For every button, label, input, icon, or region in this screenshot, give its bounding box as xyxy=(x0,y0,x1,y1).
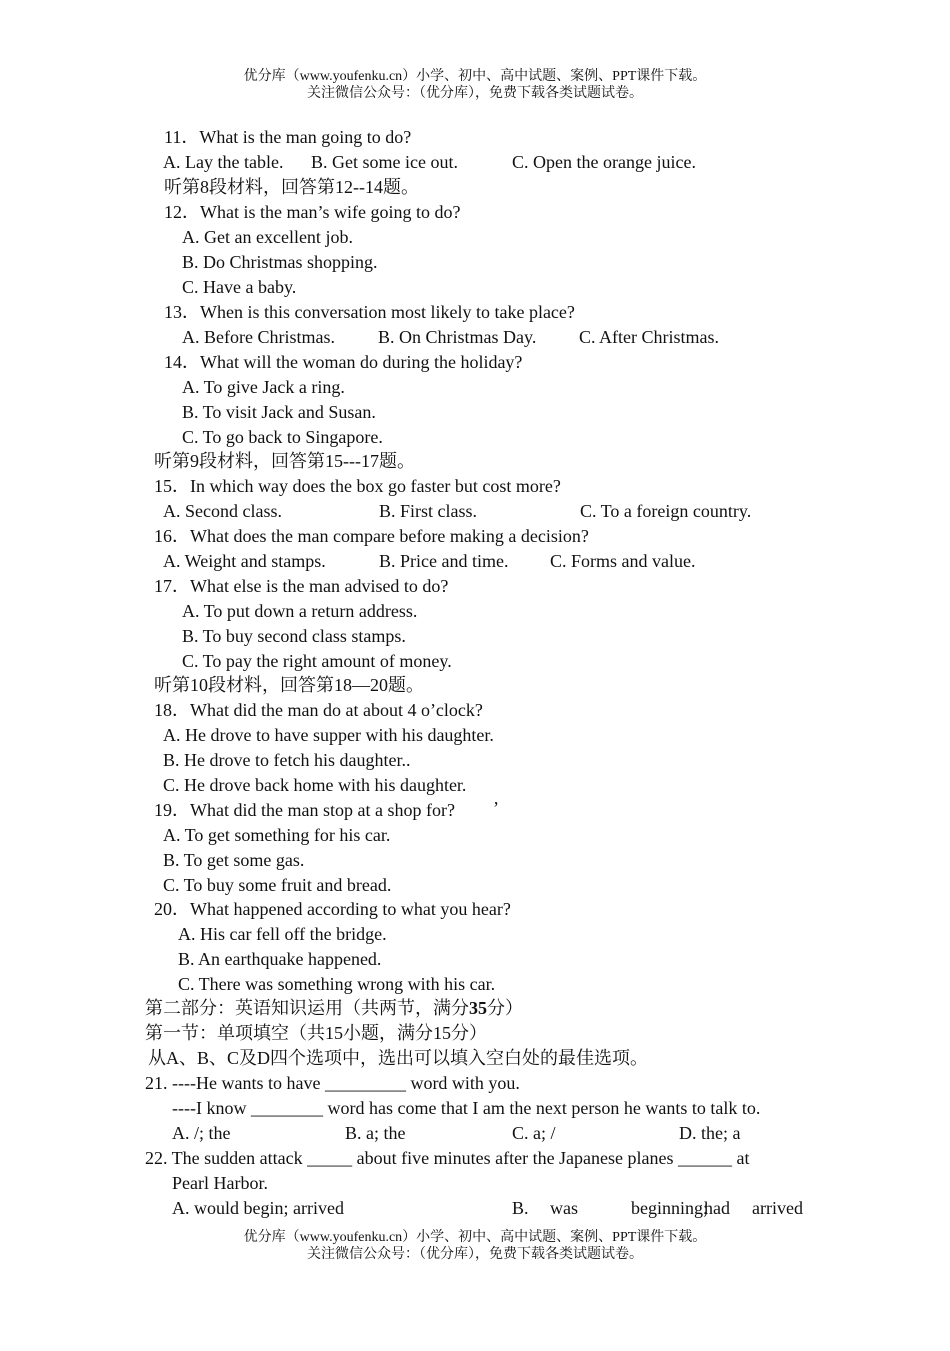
q14-option-a: A. To give Jack a ring. xyxy=(182,377,345,397)
q19-option-c: C. To buy some fruit and bread. xyxy=(163,875,392,895)
q22-option-b-word: had xyxy=(704,1198,730,1218)
q22-option-b-word: arrived xyxy=(752,1198,803,1218)
section-1-instruction: 从A、B、C及D四个选项中，选出可以填入空白处的最佳选项。 xyxy=(148,1048,649,1068)
page-header xyxy=(0,68,950,102)
q12-option-c: C. Have a baby. xyxy=(182,277,297,297)
q13-option-a: A. Before Christmas. xyxy=(182,327,335,347)
segment-8-instruction: 听第8段材料，回答第12--14题。 xyxy=(164,177,419,197)
header-line-1: 优分库（www.youfenku.cn）小学、初中、高中试题、案例、PPT课件下载。 xyxy=(243,69,707,84)
q11-option-a: A. Lay the table. xyxy=(163,152,284,172)
q12-stem: 12．What is the man’s wife going to do? xyxy=(164,202,461,222)
q21-option-a: A. /; the xyxy=(172,1123,231,1143)
q19-stray-mark: ’ xyxy=(493,798,499,818)
q18-option-b: B. He drove to fetch his daughter.. xyxy=(163,750,411,770)
q18-option-a: A. He drove to have supper with his daughter. xyxy=(163,725,494,745)
q22-line-2: Pearl Harbor. xyxy=(172,1173,268,1193)
q15-option-b: B. First class. xyxy=(379,501,478,521)
q13-option-c: C. After Christmas. xyxy=(579,327,719,347)
section-1-heading: 第一节：单项填空（共15小题，满分15分） xyxy=(145,1023,487,1043)
q20-option-b: B. An earthquake happened. xyxy=(178,949,382,969)
q17-option-c: C. To pay the right amount of money. xyxy=(182,651,452,671)
q18-stem: 18．What did the man do at about 4 o’clock? xyxy=(154,700,483,720)
q11-option-c: C. Open the orange juice. xyxy=(512,152,696,172)
q20-option-a: A. His car fell off the bridge. xyxy=(178,924,387,944)
q20-stem: 20．What happened according to what you hear? xyxy=(154,899,511,919)
q22-option-b-word: B. xyxy=(512,1198,529,1218)
q16-option-b: B. Price and time. xyxy=(379,551,509,571)
footer-line-2: 关注微信公众号：（优分库），免费下载各类试题试卷。 xyxy=(307,1247,643,1262)
footer-line-1: 优分库（www.youfenku.cn）小学、初中、高中试题、案例、PPT课件下载。 xyxy=(243,1230,707,1245)
q12-option-b: B. Do Christmas shopping. xyxy=(182,252,378,272)
segment-9-instruction: 听第9段材料，回答第15---17题。 xyxy=(154,451,415,471)
q17-option-b: B. To buy second class stamps. xyxy=(182,626,406,646)
q21-option-c: C. a; / xyxy=(512,1123,556,1143)
q19-option-a: A. To get something for his car. xyxy=(163,825,391,845)
q21-option-d: D. the; a xyxy=(679,1123,741,1143)
q21-line-2: ----I know ________ word has come that I am the next person he wants to talk to. xyxy=(172,1098,761,1118)
q16-option-a: A. Weight and stamps. xyxy=(163,551,326,571)
q17-option-a: A. To put down a return address. xyxy=(182,601,418,621)
q14-stem: 14．What will the woman do during the holiday? xyxy=(164,352,523,372)
q22-option-a: A. would begin; arrived xyxy=(172,1198,344,1218)
q19-stem: 19．What did the man stop at a shop for? xyxy=(154,800,455,820)
q20-option-c: C. There was something wrong with his car. xyxy=(178,974,496,994)
q14-option-b: B. To visit Jack and Susan. xyxy=(182,402,376,422)
q18-option-c: C. He drove back home with his daughter. xyxy=(163,775,467,795)
q16-stem: 16．What does the man compare before making a decision? xyxy=(154,526,589,546)
part-2-heading-suffix: 分） xyxy=(487,998,523,1018)
q22-option-b-word: was xyxy=(550,1198,578,1218)
page-footer xyxy=(0,1229,950,1263)
segment-10-instruction: 听第10段材料，回答第18—20题。 xyxy=(154,675,424,695)
q21-line-1: 21. ----He wants to have _________ word with you. xyxy=(145,1073,520,1093)
q22-option-b-word: beginning; xyxy=(631,1198,708,1218)
q11-stem: 11．What is the man going to do? xyxy=(164,127,412,147)
header-line-2: 关注微信公众号：（优分库），免费下载各类试题试卷。 xyxy=(307,86,643,101)
q12-option-a: A. Get an excellent job. xyxy=(182,227,353,247)
q13-option-b: B. On Christmas Day. xyxy=(378,327,537,347)
part-2-heading xyxy=(145,997,523,1019)
part-2-heading-prefix: 第二部分：英语知识运用（共两节，满分 xyxy=(145,998,469,1018)
q21-option-b: B. a; the xyxy=(345,1123,406,1143)
q11-option-b: B. Get some ice out. xyxy=(311,152,458,172)
q15-stem: 15．In which way does the box go faster but cost more? xyxy=(154,476,561,496)
q17-stem: 17．What else is the man advised to do? xyxy=(154,576,449,596)
q16-option-c: C. Forms and value. xyxy=(550,551,696,571)
part-2-score: 35 xyxy=(469,998,487,1018)
q22-line-1: 22. The sudden attack _____ about five minutes after the Japanese planes ______ at xyxy=(145,1148,750,1168)
q15-option-a: A. Second class. xyxy=(163,501,282,521)
q19-option-b: B. To get some gas. xyxy=(163,850,305,870)
q13-stem: 13．When is this conversation most likely to take place? xyxy=(164,302,575,322)
q14-option-c: C. To go back to Singapore. xyxy=(182,427,383,447)
q15-option-c: C. To a foreign country. xyxy=(580,501,752,521)
